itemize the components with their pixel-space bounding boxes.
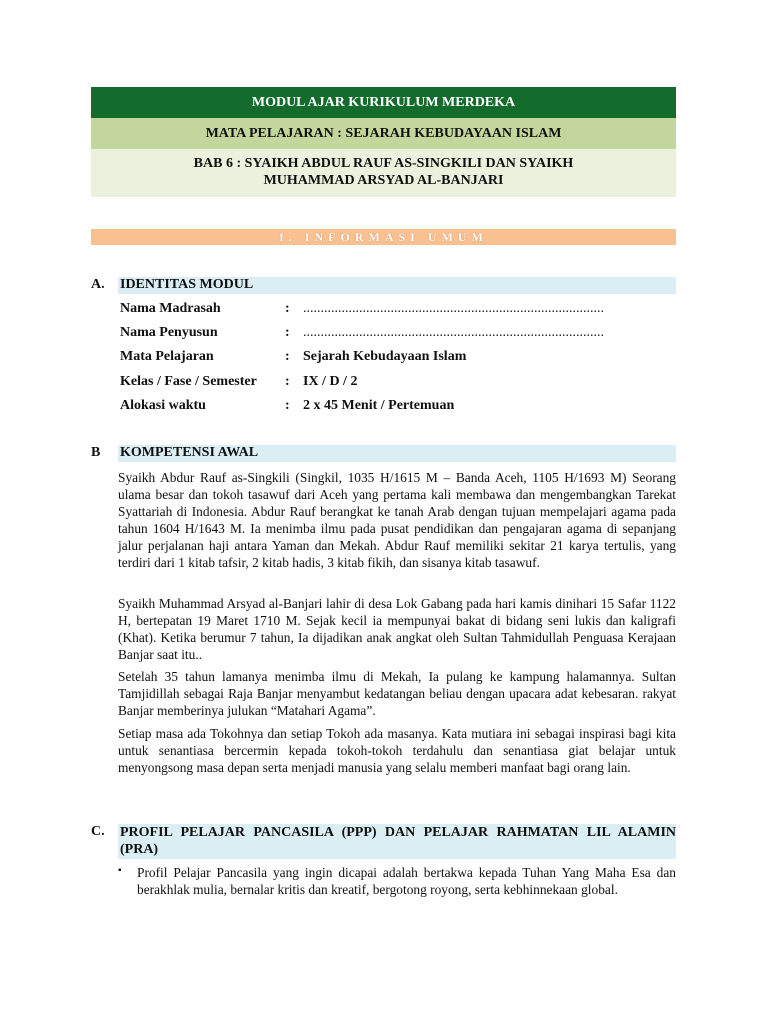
identity-label: Alokasi waktu [120,398,206,413]
identity-label: Kelas / Fase / Semester [120,374,257,389]
paragraph: Syaikh Abdur Rauf as-Singkili (Singkil, 1035 H/1615 M – Banda Aceh, 1105 H/1693 M) Seorang ulama besar dan tokoh tasawuf dari Aceh yang pertama kali membawa dan mengembangkan Tarekat Syattariah di Indonesia. Abdur Rauf berangkat ke tanah Arab dengan tujuan mempelajari agama pada tahun 1604 H/1643 M. Ia menimba ilmu pada pusat pendidikan dan pengajaran agama di sepanjang jalur perjalanan haji antara Yaman dan Mekah. Abdur Rauf memiliki sekitar 21 karya tertulis, yang terdiri dari 1 kitab tafsir, 2 kitab hadis, 3 kitab fikih, dan sisanya kitab tasawuf. [118,470,676,570]
identity-colon: : [285,325,290,340]
identity-value-blank: ...................................................................................... [303,325,604,340]
bullet-item: Profil Pelajar Pancasila yang ingin dicapai adalah bertakwa kepada Tuhan Yang Maha Esa dan berakhlak mulia, bernalar kritis dan kreatif, bergotong royong, serta kebhinnekaan global. [137,865,676,897]
section-b-title: KOMPETENSI AWAL [120,445,259,460]
section-c-title: PROFIL PELAJAR PANCASILA (PPP) DAN PELAJAR RAHMATAN LIL ALAMIN (PRA) [120,825,676,857]
chapter-bar [91,149,676,197]
identity-label: Nama Madrasah [120,301,221,316]
module-title: MODUL AJAR KURIKULUM MERDEKA [251,95,516,110]
section-a-letter: A. [91,277,105,292]
identity-value-blank: ...................................................................................... [303,301,604,316]
subject-bar [91,118,676,149]
identity-value: Sejarah Kebudayaan Islam [303,349,467,364]
info-umum-bar [91,229,676,245]
paragraph: Setelah 35 tahun lamanya menimba ilmu di Mekah, Ia pulang ke kampung halamannya. Sultan Tamjidillah sebagai Raja Banjar menyambut kedatangan beliau dengan upacara adat kebesaran. rakyat Banjar memberinya julukan “Matahari Agama”. [118,669,676,718]
section-a-title: IDENTITAS MODUL [120,277,254,292]
chapter-title: BAB 6 : SYAIKH ABDUL RAUF AS-SINGKILI DAN SYAIKH MUHAMMAD ARSYAD AL-BANJARI [193,156,574,188]
section-c-letter: C. [91,824,105,839]
subject-title: MATA PELAJARAN : SEJARAH KEBUDAYAAN ISLAM [205,126,562,141]
identity-value: 2 x 45 Menit / Pertemuan [303,398,455,413]
section-b-letter: B [91,445,101,460]
identity-colon: : [285,349,290,364]
paragraph: Syaikh Muhammad Arsyad al-Banjari lahir di desa Lok Gabang pada hari kamis dinihari 15 Safar 1122 H, bertepatan 19 Maret 1710 M. Sejak kecil ia mempunyai bakat di bidang seni lukis dan kaligrafi (Khat). Ketika berumur 7 tahun, Ia dijadikan anak angkat oleh Sultan Tahmidullah Penguasa Kerajaan Banjar saat itu.. [118,596,676,662]
bullet-marker: ▪ [118,865,122,876]
identity-colon: : [285,301,290,316]
identity-label: Nama Penyusun [120,325,218,340]
identity-label: Mata Pelajaran [120,349,214,364]
paragraph: Setiap masa ada Tokohnya dan setiap Tokoh ada masanya. Kata mutiara ini sebagai inspirasi bagi kita untuk senantiasa bercermin kepada tokoh-tokoh terdahulu dan senantiasa giat belajar untuk menyongsong masa depan serta menjadi manusia yang selalu memberi manfaat bagi orang lain. [118,726,676,775]
info-umum-label: I. INFORMASI UMUM [279,230,488,244]
module-title-bar [91,87,676,118]
identity-value: IX / D / 2 [303,374,358,389]
identity-colon: : [285,374,290,389]
identity-colon: : [285,398,290,413]
